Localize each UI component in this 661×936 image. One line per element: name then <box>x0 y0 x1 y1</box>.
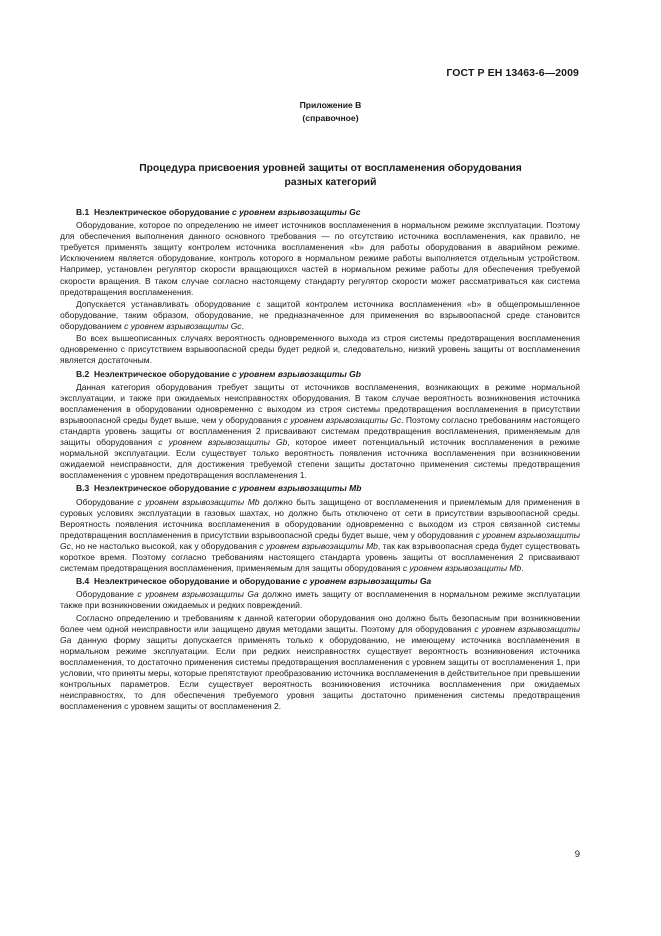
paragraph <box>60 613 580 713</box>
text-run: должно быть защищено от воспламенения и приемлемым для применения в суровых условиях эксплуатации в газовых шахтах, но должно быть отключено от сети в присутствии взрывоопасной среды. Вероятность появления источника воспламенения в оборудовании одновременно с выходом из строя связанной системы предотвращения воспламенения в присутствии взрывоопасной среды будет выше, чем у оборудования <box>60 496 580 540</box>
section-number: В.1 <box>76 207 90 217</box>
italic-run: с уровнем взрывозащиты Mb <box>402 563 522 574</box>
section-heading <box>60 576 580 587</box>
text-run: Оборудование <box>76 496 138 507</box>
text-run: данную форму защиты допускается применять только к оборудованию, не имеющему источника воспламенения в нормальном режиме эксплуатации. Если при редких неисправностях существует вероятность возникновения источника воспламенения, то достаточно применения системы предотвращения воспламенения с уровнем защиты от воспламенения 1, при условии, что приняты меры, которые препятствуют преобразованию источника воспламенения в действительное при превышении контрольных параметров. Если существует вероятность возникновения источника воспламенения при ожидаемых неисправностях, то для обеспечения требуемого уровня защиты достаточно применения системы предотвращения воспламенения с уровнем защиты от воспламенения 2. <box>60 634 581 712</box>
section-number: В.3 <box>76 483 90 494</box>
section-b4 <box>60 576 580 712</box>
text-run: . Поэтому согласно требованиям настоящего стандарта уровень защиты от воспламенения 2 присваивают системам предотвращения воспламенения, применяемым для защиты оборудования <box>60 414 580 448</box>
annex-label: Приложение В <box>299 100 362 110</box>
italic-run: с уровнем взрывозащиты Gc <box>124 321 242 332</box>
heading-italic: с уровнем взрывозащиты Gc <box>231 207 361 217</box>
italic-run: с уровнем взрывозащиты Ga <box>137 589 259 600</box>
text-run: Оборудование <box>76 589 138 600</box>
paragraph <box>60 299 580 332</box>
text-run: . <box>521 563 524 574</box>
heading-italic: с уровнем взрывозащиты Ga <box>302 576 432 587</box>
section-number: В.4 <box>76 576 90 587</box>
text-run: должно иметь защиту от воспламенения в нормальном режиме эксплуатации также при возникновении ожидаемых и редких повреждений. <box>60 589 580 611</box>
text-run: . <box>241 321 244 332</box>
italic-run: с уровнем взрывозащиты Gc <box>283 414 402 425</box>
page-number: 9 <box>574 849 580 860</box>
text-run: , но не настолько высокой, как у оборудования <box>70 540 260 551</box>
text-run: , которое имеет потенциальный источник воспламенения в режиме нормальной эксплуатации. Если существует только вероятность появления источника воспламенения при возникновении ожидаемой неисправности, для достижения требуемой степени защиты достаточно применения системы предотвращения воспламенения с уровнем предотвращения воспламенения 1. <box>60 437 580 481</box>
annex-type: (справочное) <box>302 112 359 123</box>
heading-text: Неэлектрическое оборудование и оборудование <box>93 576 303 587</box>
section-b2 <box>60 369 580 482</box>
heading-text: Неэлектрическое оборудование <box>93 483 232 494</box>
section-b1 <box>60 207 580 367</box>
heading-italic: с уровнем взрывозащиты Mb <box>231 483 362 494</box>
paragraph <box>60 589 580 611</box>
paragraph: Во всех вышеописанных случаях вероятность одновременного выхода из строя системы предотвращения воспламенения одновременно с присутствием взрывоопасной среды будет редкой и, следовательно, низкий уровень защиты от воспламенения является достаточным. <box>60 333 580 366</box>
text-run: Согласно определению и требованиям к данной категории оборудования оно должно быть безопасным при возникновении более чем одной неисправности или защищено двумя методами защиты. Поэтому для оборудования <box>60 612 580 634</box>
page-title <box>0 162 661 189</box>
italic-run: с уровнем взрывозащиты Ga <box>60 623 580 645</box>
section-number: В.2 <box>76 368 90 379</box>
text-run: , так как взрывоопасная среда будет существовать короткое время. Поэтому согласно требованиям настоящего стандарта уровень защиты от воспламенения 2 присваивают системам предотвращения воспламенения, применяемым для защиты оборудования <box>60 540 580 574</box>
text-run: Данная категория оборудования требует защиты от источников воспламенения, возникающих в режиме нормальной эксплуатации, и также при ожидаемых неисправностях оборудования. В таком случае вероятность возникновения источника воспламенения в оборудовании одновременно с выходом из строя системы предотвращения воспламенения в присутствии взрывоопасной среды будет выше, чем у оборудования <box>60 381 580 425</box>
heading-text: Неэлектрическое оборудование <box>93 368 232 379</box>
section-heading <box>60 369 580 380</box>
document-body <box>60 207 580 714</box>
heading-text: Неэлектрическое оборудование <box>93 207 232 217</box>
text-run: Допускается устанавливать оборудование с защитой контролем источника воспламенения «b» в общепромышленное оборудование, таким образом, оборудование, не предназначенное для применения во взрывоопасной среде становится оборудованием <box>60 298 580 332</box>
paragraph <box>60 382 580 482</box>
italic-run: с уровнем взрывозащиты Mb <box>259 540 378 551</box>
section-b3 <box>60 483 580 574</box>
title-line-1: Процедура присвоения уровней защиты от воспламенения оборудования <box>139 163 522 174</box>
italic-run: с уровнем взрывозащиты Gc <box>60 529 580 551</box>
section-heading <box>60 483 580 494</box>
heading-italic: с уровнем взрывозащиты Gb <box>231 368 361 379</box>
title-line-2: разных категорий <box>284 176 377 188</box>
italic-run: с уровнем взрывозащиты Mb <box>137 496 260 507</box>
standard-code: ГОСТ Р ЕН 13463-6—2009 <box>446 67 579 79</box>
italic-run: с уровнем взрывозащиты Gb <box>158 437 288 448</box>
section-heading <box>60 207 580 218</box>
paragraph: Оборудование, которое по определению не имеет источников воспламенения в нормальном режиме эксплуатации. Поэтому для обеспечения выполнения данного основного требования — по отсутствию источника воспламенения, как правило, не требуется применять защиту контролем источника воспламенения «b» для работы оборудования в аварийном режиме. Исключением является оборудование, контроль которого в нормальном режиме работы выполняется отдельным устройством. Например, установлен регулятор скорости вращающихся частей в нормальном режиме работы для обеспечения требуемой скорости вращения. В таком случае согласно настоящему стандарту регулятор скорости может рассматриваться как система предотвращения воспламенения. <box>60 220 580 297</box>
paragraph <box>60 497 580 575</box>
annex-header <box>0 99 661 124</box>
